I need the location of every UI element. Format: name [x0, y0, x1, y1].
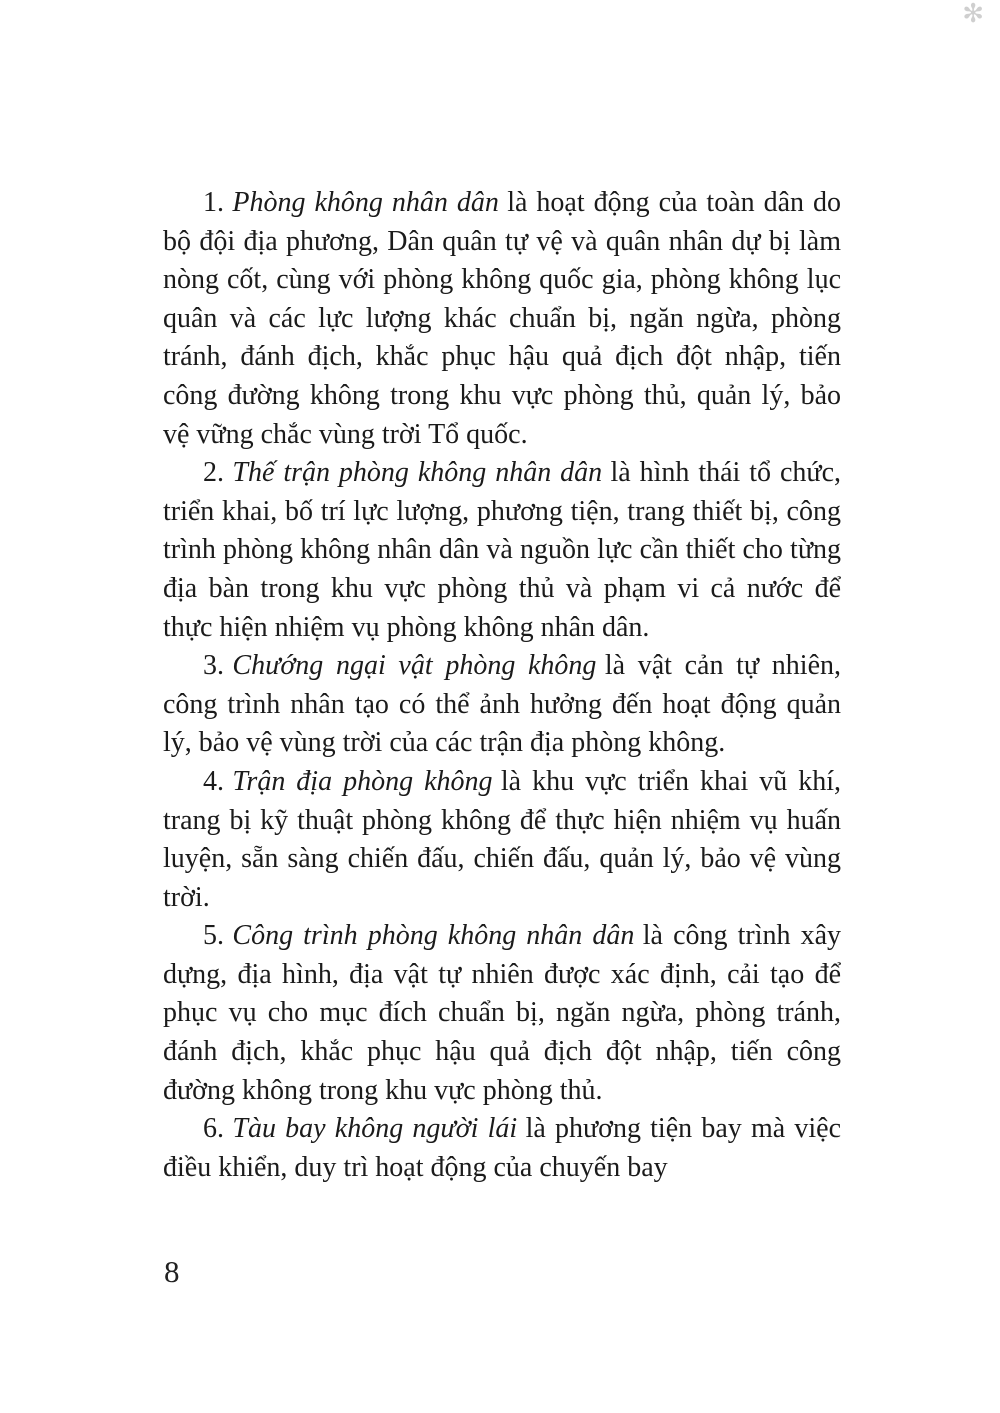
paragraph-body: là vật cản tự nhiên, công trình nhân tạo có thể ảnh hưởng đến hoạt động quản lý, bảo vệ vùng trời của các trận địa phòng không.	[163, 650, 841, 759]
paragraph-number: 2.	[203, 457, 224, 489]
paragraph-2	[163, 454, 841, 647]
paragraph-body: là phương tiện bay mà việc điều khiển, duy trì hoạt động của chuyến bay	[163, 1113, 841, 1183]
paragraph-term: Công trình phòng không nhân dân	[232, 920, 635, 952]
paragraph-4	[163, 763, 841, 917]
paragraph-number: 3.	[203, 650, 224, 682]
paragraph-term: Chướng ngại vật phòng không	[232, 650, 597, 682]
paragraph-term: Phòng không nhân dân	[232, 187, 499, 218]
paragraph-number: 4.	[203, 765, 224, 797]
paragraph-1	[163, 184, 841, 454]
paragraph-6	[163, 1110, 841, 1187]
paragraph-body: là khu vực triển khai vũ khí, trang bị kỹ thuật phòng không để thực hiện nhiệm vụ huấn luyện, sẵn sàng chiến đấu, chiến đấu, quản lý, bảo vệ vùng trời.	[163, 765, 841, 913]
paragraph-term: Thế trận phòng không nhân dân	[232, 457, 603, 489]
paragraph-body: là công trình xây dựng, địa hình, địa vật tự nhiên được xác định, cải tạo để phục vụ cho mục đích chuẩn bị, ngăn ngừa, phòng tránh, đánh địch, khắc phục hậu quả địch đột nhập, tiến công đường không trong khu vực phòng thủ.	[163, 920, 841, 1106]
paragraph-number: 5.	[203, 920, 224, 952]
body-text	[163, 184, 841, 1187]
paragraph-3	[163, 647, 841, 763]
paragraph-number: 1.	[203, 187, 224, 218]
paragraph-term: Trận địa phòng không	[232, 765, 493, 797]
paragraph-5	[163, 917, 841, 1110]
paragraph-body: là hình thái tổ chức, triển khai, bố trí lực lượng, phương tiện, trang thiết bị, công trình phòng không nhân dân và nguồn lực cần thiết cho từng địa bàn trong khu vực phòng thủ và phạm vi cả nước để thực hiện nhiệm vụ phòng không nhân dân.	[163, 457, 841, 643]
flower-ornament-icon: ✻	[962, 0, 984, 28]
paragraph-body: là hoạt động của toàn dân do bộ đội địa phương, Dân quân tự vệ và quân nhân dự bị làm nòng cốt, cùng với phòng không quốc gia, phòng không lục quân và các lực lượng khác chuẩn bị, ngăn ngừa, phòng tránh, đánh địch, khắc phục hậu quả địch đột nhập, tiến công đường không trong khu vực phòng thủ, quản lý, bảo vệ vững chắc vùng trời Tổ quốc.	[163, 187, 842, 450]
paragraph-term: Tàu bay không người lái	[232, 1113, 518, 1145]
page-number: 8	[164, 1254, 180, 1289]
paragraph-number: 6.	[203, 1113, 224, 1145]
